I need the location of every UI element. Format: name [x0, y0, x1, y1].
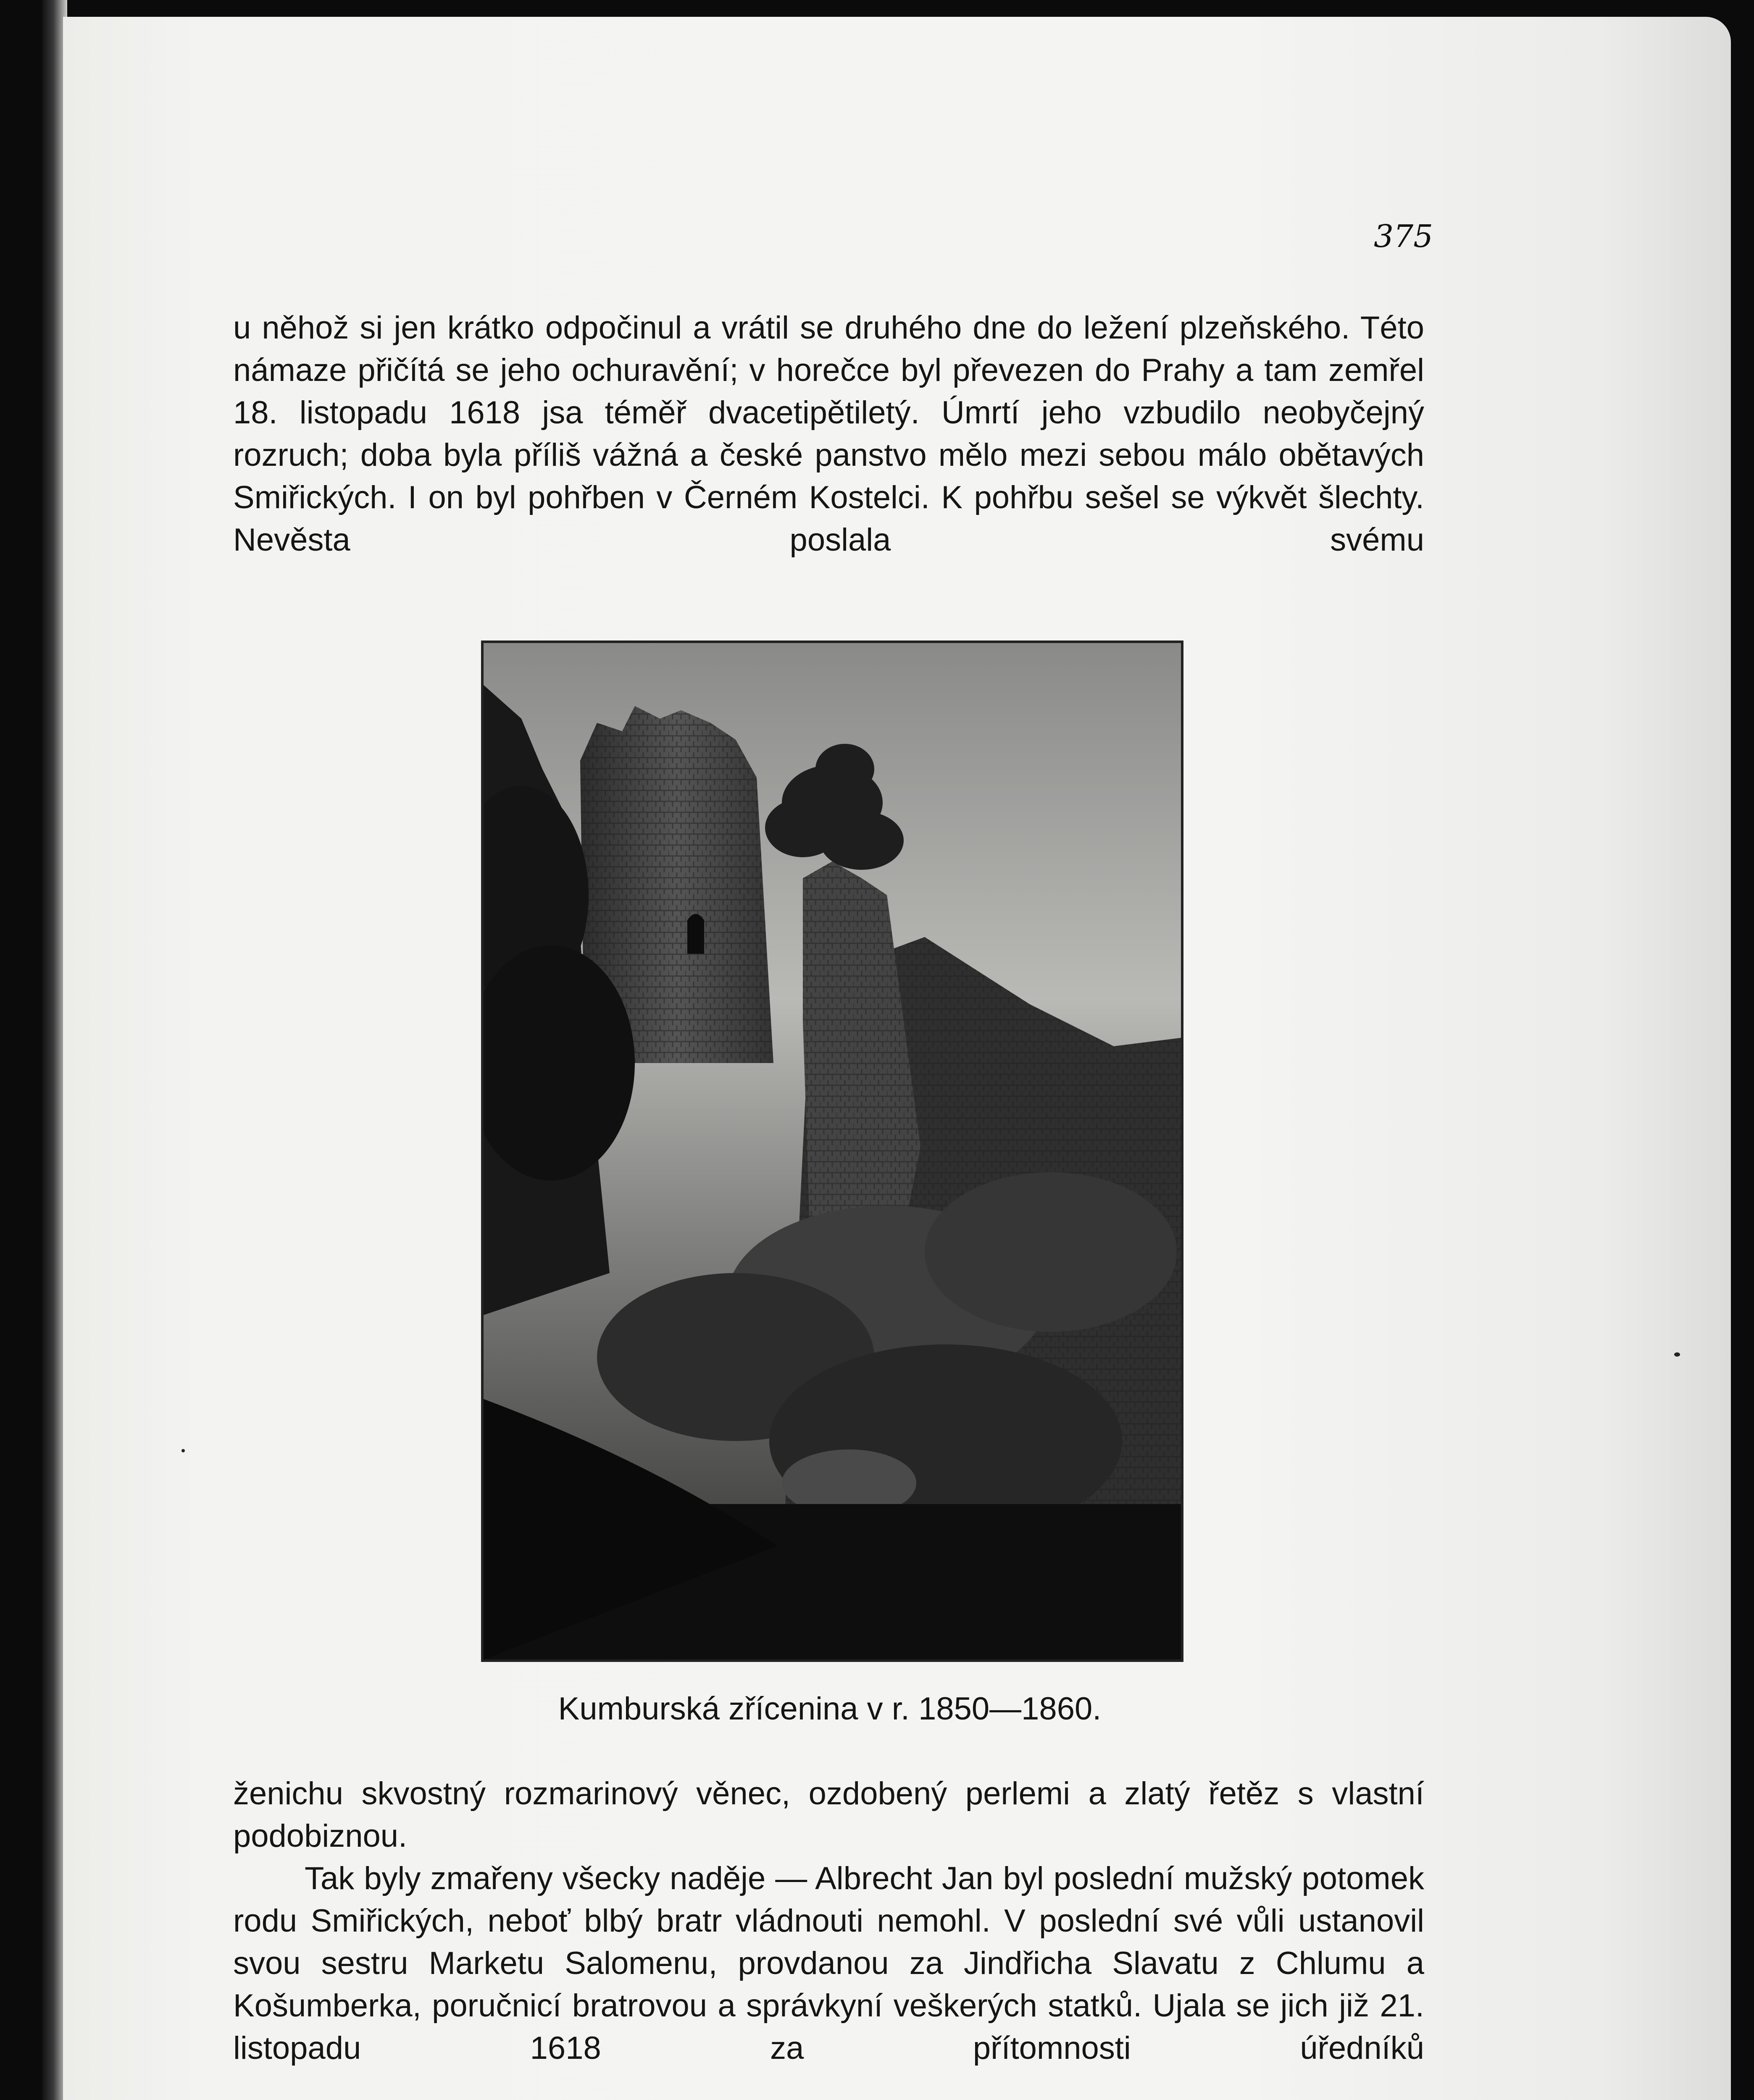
- text-block-bottom: [233, 1772, 1424, 2069]
- ink-speck: [181, 1449, 185, 1452]
- paragraph-continuation: ženichu skvostný rozmarinový věnec, ozdobený perlemi a zlatý řetěz s vlastní podobiznou.: [233, 1776, 1424, 1854]
- tower-window: [687, 914, 704, 954]
- castle-ruin-illustration: [484, 643, 1181, 1659]
- page-number: 375: [1374, 218, 1433, 255]
- ink-speck: [1674, 1352, 1680, 1357]
- paragraph-main: Tak byly zmařeny všecky naděje — Albrecht Jan byl poslední mužský potomek rodu Smiřických, neboť blbý bratr vládnouti nemohl. V poslední své vůli ustanovil svou sestru Marketu Salomenu, provdanou za Jindřicha Slavatu z Chlumu a Košumberka, poručnicí bratrovou a správkyní veškerých statků. Ujala se jich již 21. listopadu 1618 za přítomnosti úředníků: [233, 1861, 1424, 2066]
- figure-caption: Kumburská zřícenina v r. 1850—1860.: [558, 1691, 1102, 1727]
- text-block-top: [233, 307, 1424, 561]
- paragraph-top: u něhož si jen krátko odpočinul a vrátil se druhého dne do ležení plzeňského. Této námaze přičítá se jeho ochuravění; v horečce byl převezen do Prahy a tam zemřel 18. listopadu 1618 jsa téměř dvacetipětiletý. Úmrtí jeho vzbudilo neobyčejný rozruch; doba byla příliš vážná a české panstvo mělo mezi sebou málo obětavých Smiřických. I on byl pohřben v Černém Kostelci. K pohřbu sešel se výkvět šlechty. Nevěsta poslala svému: [233, 310, 1424, 558]
- figure-photo-castle-ruin: [481, 640, 1183, 1662]
